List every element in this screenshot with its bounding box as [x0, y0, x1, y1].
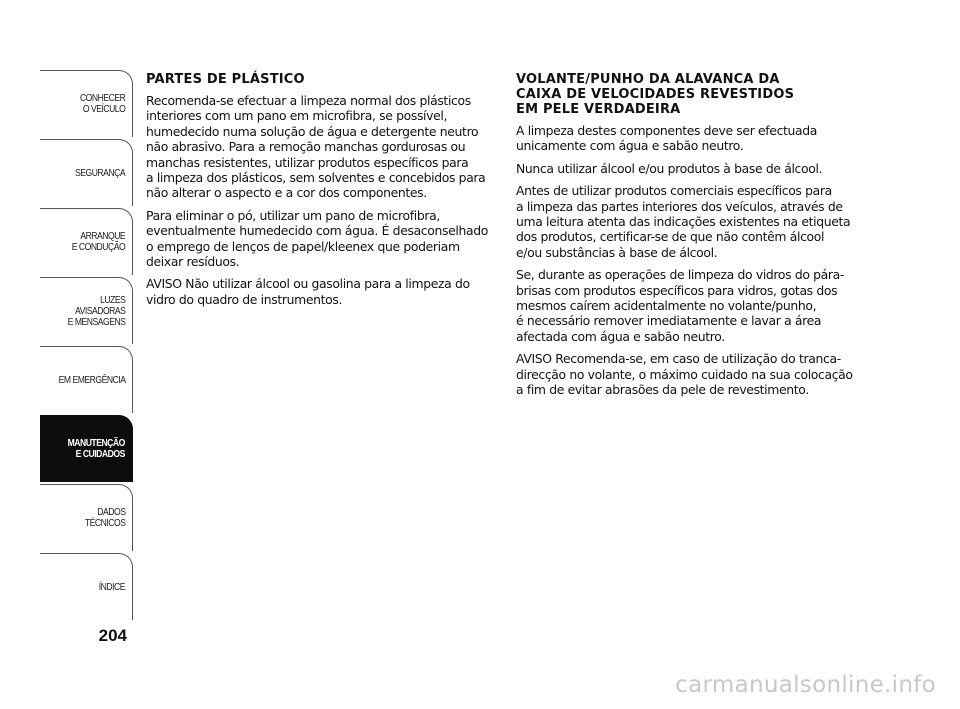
- chapter-tabs: [40, 70, 133, 622]
- paragraph: Antes de utilizar produtos comerciais específicos para a limpeza das partes interiores dos veículos, através de uma leitura atenta das indicações existentes na etiqueta dos produtos, certificar-se de que não contêm álcool e/ou substâncias à base de álcool.: [516, 183, 851, 260]
- page-number: 204: [98, 626, 127, 645]
- paragraph: Recomenda-se efectuar a limpeza normal dos plásticos interiores com um pano em microfibra, se possível, humedecido numa solução de água e detergente neutro não abrasivo. Para a remoção manchas gordurosas ou manchas resistentes, utilizar produtos específicos para a limpeza dos plásticos, sem solventes e concebidos para não alterar o aspecto e a cor dos componentes.: [146, 93, 486, 201]
- tab-indice[interactable]: [40, 553, 133, 620]
- tab-label: LUZES AVISADORAS E MENSAGENS: [67, 293, 125, 328]
- section-volante-punho: [516, 72, 868, 405]
- tab-em-emergencia[interactable]: [40, 346, 133, 413]
- tab-label: ÍNDICE: [98, 580, 125, 593]
- paragraph: A limpeza destes componentes deve ser efectuada unicamente com água e sabão neutro.: [516, 123, 818, 154]
- tab-manutencao-e-cuidados[interactable]: [40, 415, 133, 482]
- warning-paragraph: AVISO Recomenda-se, em caso de utilização do tranca- direcção no volante, o máximo cuidado na sua colocação a fim de evitar abrasões da pele de revestimento.: [516, 351, 853, 398]
- tab-label: MANUTENÇÃO E CUIDADOS: [67, 437, 125, 460]
- warning-paragraph: AVISO Não utilizar álcool ou gasolina para a limpeza do vidro do quadro de instrumentos.: [146, 276, 470, 307]
- tab-label: ARRANQUE E CONDUÇÃO: [71, 230, 125, 253]
- paragraph: Para eliminar o pó, utilizar um pano de microfibra, eventualmente humedecido com água. É desaconselhado o emprego de lenços de papel/kleenex que poderiam deixar resíduos.: [146, 207, 488, 270]
- tab-conhecer-o-veiculo[interactable]: [40, 70, 133, 137]
- tab-luzes-avisadoras[interactable]: [40, 277, 133, 344]
- tab-arranque-e-conducao[interactable]: [40, 208, 133, 275]
- tab-label: SEGURANÇA: [74, 166, 125, 179]
- tab-dados-tecnicos[interactable]: [40, 484, 133, 551]
- paragraph: Se, durante as operações de limpeza do vidros do pára- brisas com produtos específicos para vidros, gotas dos mesmos caírem acidentalmente no volante/punho, é necessário remover imediatamente e lavar a área afectada com água e sabão neutro.: [516, 267, 845, 344]
- tab-seguranca[interactable]: [40, 139, 133, 206]
- paragraph: Nunca utilizar álcool e/ou produtos à base de álcool.: [516, 160, 823, 176]
- section-partes-de-plastico: [146, 72, 496, 314]
- tab-label: DADOS TÉCNICOS: [84, 506, 125, 529]
- section-heading: VOLANTE/PUNHO DA ALAVANCA DA CAIXA DE VELOCIDADES REVESTIDOS EM PELE VERDADEIRA: [516, 72, 795, 117]
- tab-label: CONHECER O VEÍCULO: [79, 92, 125, 115]
- watermark: carmanualsonline.info: [675, 672, 936, 698]
- section-heading: PARTES DE PLÁSTICO: [146, 72, 305, 87]
- tab-label: EM EMERGÊNCIA: [58, 373, 125, 386]
